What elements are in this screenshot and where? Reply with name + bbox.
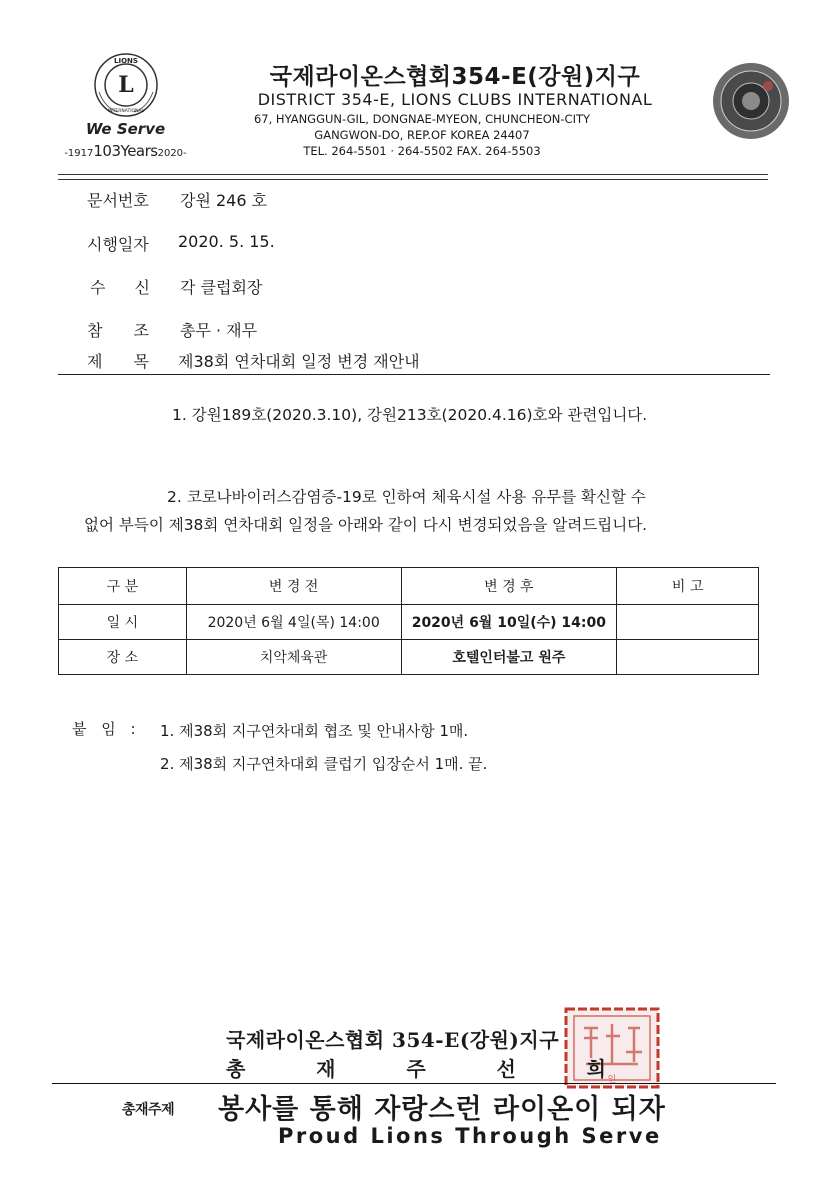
recipient-value: 각 클럽회장 (180, 278, 263, 297)
svg-text:인: 인 (607, 1075, 617, 1085)
table-cell-after: 호텔인터불고 원주 (401, 640, 617, 675)
subject-value: 제38회 연차대회 일정 변경 재안내 (178, 352, 420, 371)
reference-value: 총무 · 재무 (180, 321, 258, 340)
motto-label: 총재주제 (122, 1102, 175, 1118)
attachment-item: 1. 제38회 지구연차대회 협조 및 안내사항 1매. (160, 722, 469, 740)
reference-label: 참 조 (87, 321, 149, 340)
lions-logo-block (58, 52, 193, 160)
subject-label: 제 목 (87, 352, 149, 371)
table-cell-before: 치악체육관 (186, 640, 401, 675)
schedule-change-table (58, 567, 759, 675)
motto-en: Proud Lions Through Serve (278, 1124, 662, 1148)
recipient-label: 수 신 (90, 278, 150, 297)
attachment-item: 2. 제38회 지구연차대회 클럽기 입장순서 1매. 끝. (160, 755, 488, 773)
table-header-row (59, 568, 759, 605)
table-cell-label: 장 소 (59, 640, 187, 675)
org-title-kr: 국제라이온스협회354-E(강원)지구 (269, 64, 641, 90)
attachment-label: 붙 임 : (72, 720, 136, 738)
svg-text:INTERNATIONAL: INTERNATIONAL (107, 109, 144, 114)
table-row (59, 640, 759, 675)
footer-divider (52, 1083, 776, 1084)
paragraph-2-line-2: 없어 부득이 제38회 연차대회 일정을 아래와 같이 다시 변경되었음을 알려드립니다. (84, 516, 648, 534)
anniversary-seal-icon (712, 62, 790, 140)
issue-date-value: 2020. 5. 15. (178, 232, 275, 251)
header-divider (58, 174, 768, 175)
header-divider (58, 179, 768, 180)
table-cell-label: 일 시 (59, 605, 187, 640)
table-header-cell: 구 분 (59, 568, 187, 605)
footer-org-name: 국제라이온스협회 354-E(강원)지구 (226, 1028, 560, 1052)
table-header-cell: 비 고 (617, 568, 759, 605)
org-address: 67, HYANGGUN-GIL, DONGNAE-MYEON, CHUNCHEON-CITY GANGWON-DO, REP.OF KOREA 24407 TEL. 264-5501 · 264-5502 FAX. 264-5503 (253, 112, 591, 158)
logo-letter: L (117, 72, 134, 98)
lions-emblem-icon (93, 52, 159, 118)
footer-president: 총 재 주 선 희 (226, 1057, 606, 1081)
table-cell-note (617, 605, 759, 640)
svg-text:LIONS: LIONS (113, 57, 138, 65)
slogan: We Serve (85, 120, 166, 138)
org-title-en: DISTRICT 354-E, LIONS CLUBS INTERNATIONAL (257, 90, 653, 109)
table-header-cell: 변 경 전 (186, 568, 401, 605)
issue-date-label: 시행일자 (87, 235, 149, 254)
table-cell-before: 2020년 6월 4일(목) 14:00 (186, 605, 401, 640)
table-cell-note (617, 640, 759, 675)
subject-divider (58, 374, 770, 375)
paragraph-2-line-1: 2. 코로나바이러스감염증-19로 인하여 체육시설 사용 유무를 확신할 수 (167, 488, 646, 506)
doc-number-value: 강원 246 호 (180, 191, 268, 210)
table-header-cell: 변 경 후 (401, 568, 617, 605)
table-row (59, 605, 759, 640)
table-cell-after: 2020년 6월 10일(수) 14:00 (401, 605, 617, 640)
paragraph-1: 1. 강원189호(2020.3.10), 강원213호(2020.4.16)호와 관련입니다. (172, 406, 648, 424)
doc-number-label: 문서번호 (87, 191, 149, 210)
years-badge: -1917103Years2020- (64, 142, 187, 160)
motto-kr: 봉사를 통해 자랑스런 라이온이 되자 (218, 1094, 666, 1125)
